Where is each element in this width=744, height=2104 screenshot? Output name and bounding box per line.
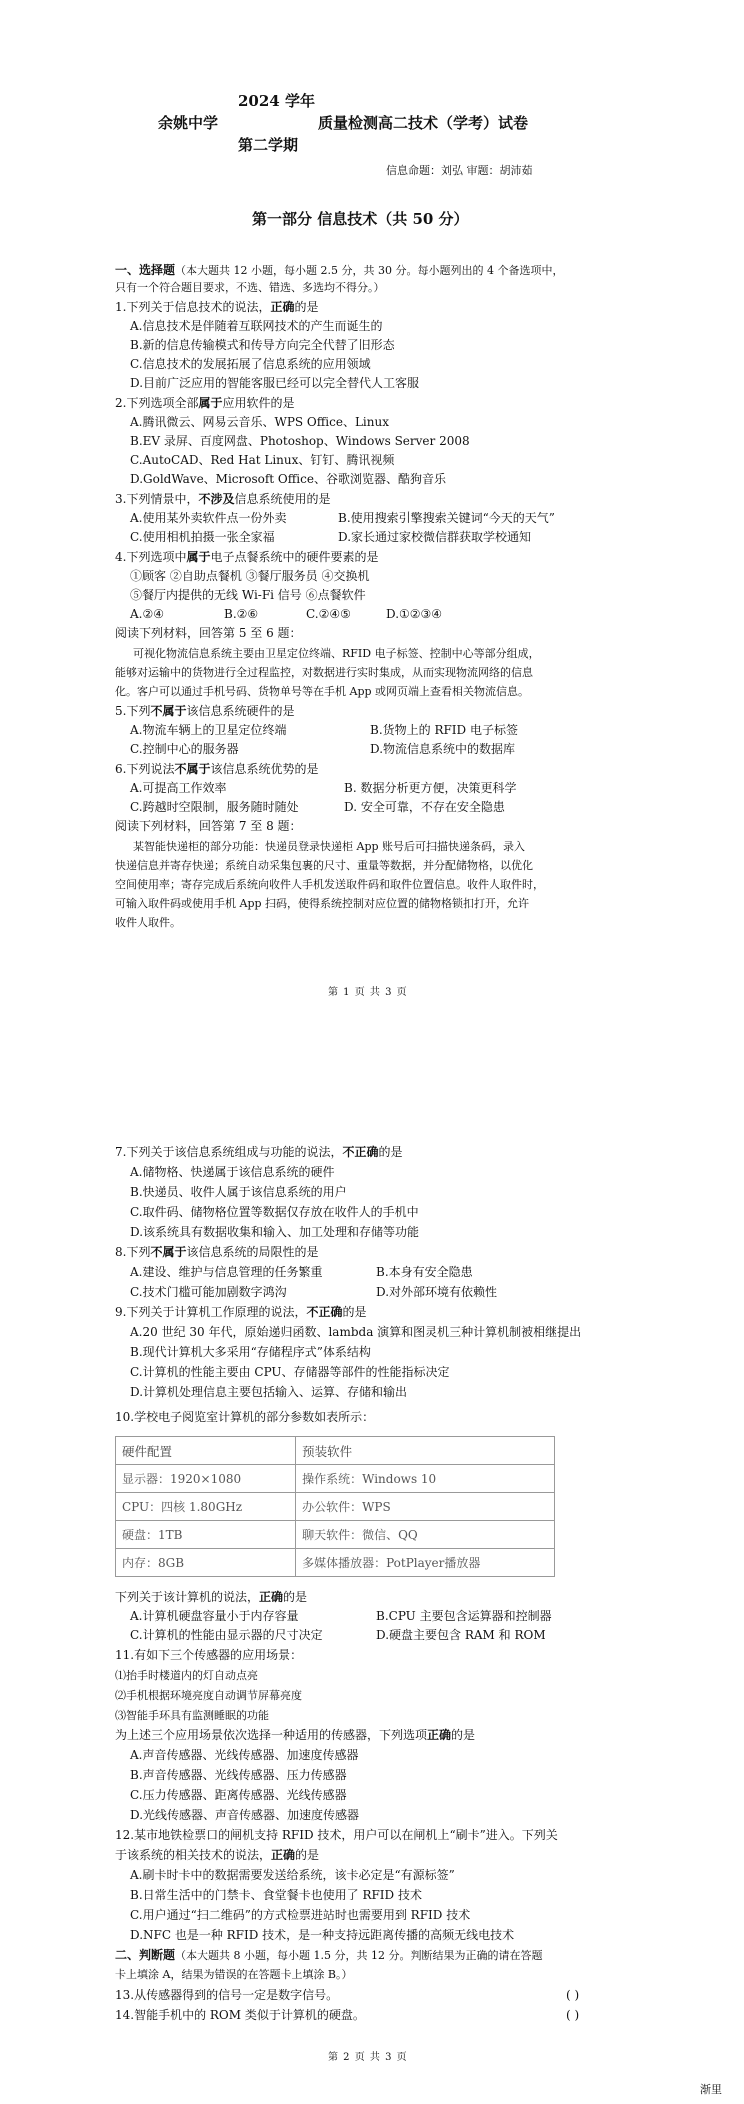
q9-option-c: C.计算机的性能主要由 CPU、存储器等部件的性能指标决定 <box>130 1365 450 1379</box>
spec-cell: 操作系统：Windows 10 <box>296 1465 555 1493</box>
q1-option-b: B.新的信息传输模式和传导方向完全代替了旧形态 <box>130 338 395 352</box>
q10-option-a: A.计算机硬盘容量小于内存容量 <box>130 1609 299 1623</box>
q6-option-b: B. 数据分析更方便，决策更科学 <box>344 781 517 795</box>
section1-label: 一、选择题 <box>115 263 176 277</box>
q1-stem: 1.下列关于信息技术的说法，正确的是 <box>115 300 319 314</box>
q2-option-b: B.EV 录屏、百度网盘、Photoshop、Windows Server 2008 <box>130 434 470 448</box>
table-row <box>116 1521 555 1549</box>
q4-option-d: D.①②③④ <box>386 607 443 621</box>
q2-option-a: A.腾讯微云、网易云音乐、WPS Office、Linux <box>130 415 389 429</box>
q4-option-b: B.②⑥ <box>224 607 259 621</box>
page2-footer: 第 2 页 共 3 页 <box>328 2052 408 2063</box>
q8-stem: 8.下列不属于该信息系统的局限性的是 <box>115 1245 319 1259</box>
q3-option-b: B.使用搜索引擎搜索关键词“今天的天气” <box>338 511 555 525</box>
q12-option-b: B.日常生活中的门禁卡、食堂餐卡也使用了 RFID 技术 <box>130 1888 422 1902</box>
section2-desc: （本大题共 8 小题，每小题 1.5 分，共 12 分。判断结果为正确的请在答题 <box>175 1949 543 1962</box>
section1-header <box>115 263 563 278</box>
q2-stem: 2.下列选项全部属于应用软件的是 <box>115 396 295 410</box>
q12-option-c: C.用户通过“扫二维码”的方式检票进站时也需要用到 RFID 技术 <box>130 1908 471 1922</box>
q9-stem: 9.下列关于计算机工作原理的说法，不正确的是 <box>115 1305 367 1319</box>
q8-option-a: A.建设、维护与信息管理的任务繁重 <box>130 1265 323 1279</box>
reading1-line-2: 能够对运输中的货物进行全过程监控，对数据进行实时集成，从而实现物流网络的信息 <box>115 666 533 679</box>
q3-option-a: A.使用某外卖软件点一份外卖 <box>130 511 287 525</box>
q4-items-2: ⑤餐厅内提供的无线 Wi-Fi 信号 ⑥点餐软件 <box>130 588 366 602</box>
reading2-intro: 阅读下列材料，回答第 7 至 8 题： <box>115 819 302 833</box>
q4-items-1: ①顾客 ②自助点餐机 ③餐厅服务员 ④交换机 <box>130 569 370 583</box>
spec-table-header <box>116 1437 555 1465</box>
q10-option-b: B.CPU 主要包含运算器和控制器 <box>376 1609 552 1623</box>
q10-option-d: D.硬盘主要包含 RAM 和 ROM <box>376 1628 546 1642</box>
q7-option-b: B.快递员、收件人属于该信息系统的用户 <box>130 1185 347 1199</box>
q14-text: 14.智能手机中的 ROM 类似于计算机的硬盘。 <box>115 2008 365 2022</box>
q2-option-c: C.AutoCAD、Red Hat Linux、钉钉、腾讯视频 <box>130 453 395 467</box>
q4-stem: 4.下列选项中属于电子点餐系统中的硬件要素的是 <box>115 550 379 564</box>
q8-option-d: D.对外部环境有依赖性 <box>376 1285 498 1299</box>
q9-option-d: D.计算机处理信息主要包括输入、运算、存储和输出 <box>130 1385 408 1399</box>
q2-option-d: D.GoldWave、Microsoft Office、谷歌浏览器、酷狗音乐 <box>130 472 446 486</box>
reading1-intro: 阅读下列材料，回答第 5 至 6 题： <box>115 626 302 640</box>
q6-option-c: C.跨越时空限制，服务随时随处 <box>130 800 299 814</box>
q11-option-b: B.声音传感器、光线传感器、压力传感器 <box>130 1768 347 1782</box>
q3-stem: 3.下列情景中，不涉及信息系统使用的是 <box>115 492 331 506</box>
header-exam-title: 质量检测高二技术（学考）试卷 <box>318 114 529 132</box>
q5-option-c: C.控制中心的服务器 <box>130 742 239 756</box>
spec-cell: CPU：四核 1.80GHz <box>116 1493 296 1521</box>
q1-option-d: D.目前广泛应用的智能客服已经可以完全替代人工客服 <box>130 376 420 390</box>
spec-cell: 多媒体播放器：PotPlayer播放器 <box>296 1549 555 1577</box>
q7-option-d: D.该系统具有数据收集和输入、加工处理和存储等功能 <box>130 1225 420 1239</box>
q6-option-a: A.可提高工作效率 <box>130 781 227 795</box>
q5-option-b: B.货物上的 RFID 电子标签 <box>370 723 518 737</box>
q3-option-c: C.使用相机拍摄一张全家福 <box>130 530 275 544</box>
q11-option-d: D.光线传感器、声音传感器、加速度传感器 <box>130 1808 360 1822</box>
q7-stem: 7.下列关于该信息系统组成与功能的说法，不正确的是 <box>115 1145 403 1159</box>
section2-desc-2: 卡上填涂 A，结果为错误的在答题卡上填涂 B。） <box>115 1968 353 1981</box>
spec-header-software: 预装软件 <box>296 1437 555 1465</box>
reading1-line-1: 可视化物流信息系统主要由卫星定位终端、RFID 电子标签、控制中心等部分组成， <box>133 647 540 660</box>
q13-answer-paren: ( ) <box>566 1988 580 2002</box>
section1-desc: （本大题共 12 小题，每小题 2.5 分，共 30 分。每小题列出的 4 个备选项中， <box>175 264 564 277</box>
q11-question: 为上述三个应用场景依次选择一种适用的传感器，下列选项正确的是 <box>115 1728 476 1742</box>
q10-question: 下列关于该计算机的说法，正确的是 <box>115 1590 308 1604</box>
table-row <box>116 1493 555 1521</box>
q5-option-d: D.物流信息系统中的数据库 <box>370 742 516 756</box>
q12-option-a: A.刷卡时卡中的数据需要发送给系统，该卡必定是“有源标签” <box>130 1868 455 1882</box>
table-row <box>116 1549 555 1577</box>
q1-option-c: C.信息技术的发展拓展了信息系统的应用领域 <box>130 357 371 371</box>
q5-stem: 5.下列不属于该信息系统硬件的是 <box>115 704 295 718</box>
reading2-line-5: 收件人取件。 <box>115 916 181 929</box>
page1-footer: 第 1 页 共 3 页 <box>328 987 408 998</box>
q10-stem: 10.学校电子阅览室计算机的部分参数如表所示： <box>115 1410 375 1424</box>
q11-stem: 11.有如下三个传感器的应用场景： <box>115 1648 303 1662</box>
reading1-line-3: 化。客户可以通过手机号码、货物单号等在手机 App 或网页端上查看相关物流信息。 <box>115 685 530 698</box>
part1-title: 第一部分 信息技术（共 50 分） <box>252 210 469 228</box>
q4-option-a: A.②④ <box>130 607 164 621</box>
q11-option-a: A.声音传感器、光线传感器、加速度传感器 <box>130 1748 359 1762</box>
q12-option-d: D.NFC 也是一种 RFID 技术，是一种支持远距离传播的高频无线电技术 <box>130 1928 515 1942</box>
q7-option-c: C.取件码、储物格位置等数据仅存放在收件人的手机中 <box>130 1205 419 1219</box>
q1-option-a: A.信息技术是伴随着互联网技术的产生而诞生的 <box>130 319 383 333</box>
q8-option-b: B.本身有安全隐患 <box>376 1265 473 1279</box>
reading2-line-3: 空间使用率；寄存完成后系统向收件人手机发送取件码和取件位置信息。收件人取件时， <box>115 878 544 891</box>
q11-option-c: C.压力传感器、距离传感器、光线传感器 <box>130 1788 347 1802</box>
q7-option-a: A.储物格、快递属于该信息系统的硬件 <box>130 1165 335 1179</box>
header-year: 2024 学年 <box>238 92 315 110</box>
q3-option-d: D.家长通过家校微信群获取学校通知 <box>338 530 532 544</box>
computer-spec-table <box>115 1436 555 1577</box>
reading2-line-4: 可输入取件码或使用手机 App 扫码，使得系统控制对应位置的储物格锁扣打开，允许 <box>115 897 530 910</box>
section2-header <box>115 1948 542 1963</box>
q13-text: 13.从传感器得到的信号一定是数字信号。 <box>115 1988 339 2002</box>
reading2-line-2: 快递信息并寄存快递；系统自动采集包裹的尺寸、重量等数据，并分配储物格，以优化 <box>115 859 533 872</box>
corner-watermark: 渐里 <box>700 2083 722 2096</box>
spec-header-hardware: 硬件配置 <box>116 1437 296 1465</box>
section1-desc-2: 只有一个符合题目要求，不选、错选、多选均不得分。） <box>115 281 385 294</box>
section2-label: 二、判断题 <box>115 1948 176 1962</box>
q11-scenario-1: ⑴抬手时楼道内的灯自动点亮 <box>115 1669 258 1682</box>
spec-cell: 聊天软件：微信、QQ <box>296 1521 555 1549</box>
header-term: 第二学期 <box>238 136 299 154</box>
q9-option-a: A.20 世纪 30 年代，原始递归函数、lambda 演算和图灵机三种计算机制被相继提出 <box>130 1325 582 1339</box>
q10-option-c: C.计算机的性能由显示器的尺寸决定 <box>130 1628 323 1642</box>
q6-stem: 6.下列说法不属于该信息系统优势的是 <box>115 762 319 776</box>
q11-scenario-3: ⑶智能手环具有监测睡眠的功能 <box>115 1709 269 1722</box>
q4-option-c: C.②④⑤ <box>306 607 351 621</box>
q12-stem-2: 于该系统的相关技术的说法，正确的是 <box>115 1848 320 1862</box>
q14-answer-paren: ( ) <box>566 2008 580 2022</box>
spec-cell: 硬盘：1TB <box>116 1521 296 1549</box>
table-row <box>116 1465 555 1493</box>
header-school: 余姚中学 <box>158 114 219 132</box>
spec-cell: 办公软件：WPS <box>296 1493 555 1521</box>
q11-scenario-2: ⑵手机根据环境亮度自动调节屏幕亮度 <box>115 1689 302 1702</box>
spec-cell: 内存：8GB <box>116 1549 296 1577</box>
q6-option-d: D. 安全可靠，不存在安全隐患 <box>344 800 505 814</box>
header-authors: 信息命题：刘弘 审题：胡沛茹 <box>386 164 533 177</box>
q5-option-a: A.物流车辆上的卫星定位终端 <box>130 723 287 737</box>
q12-stem: 12.某市地铁检票口的闸机支持 RFID 技术，用户可以在闸机上“刷卡”进入。下列关 <box>115 1828 558 1842</box>
q9-option-b: B.现代计算机大多采用“存储程序式”体系结构 <box>130 1345 371 1359</box>
spec-cell: 显示器：1920×1080 <box>116 1465 296 1493</box>
q8-option-c: C.技术门槛可能加剧数字鸿沟 <box>130 1285 287 1299</box>
reading2-line-1: 某智能快递柜的部分功能：快递员登录快递柜 App 账号后可扫描快递条码，录入 <box>133 840 526 853</box>
